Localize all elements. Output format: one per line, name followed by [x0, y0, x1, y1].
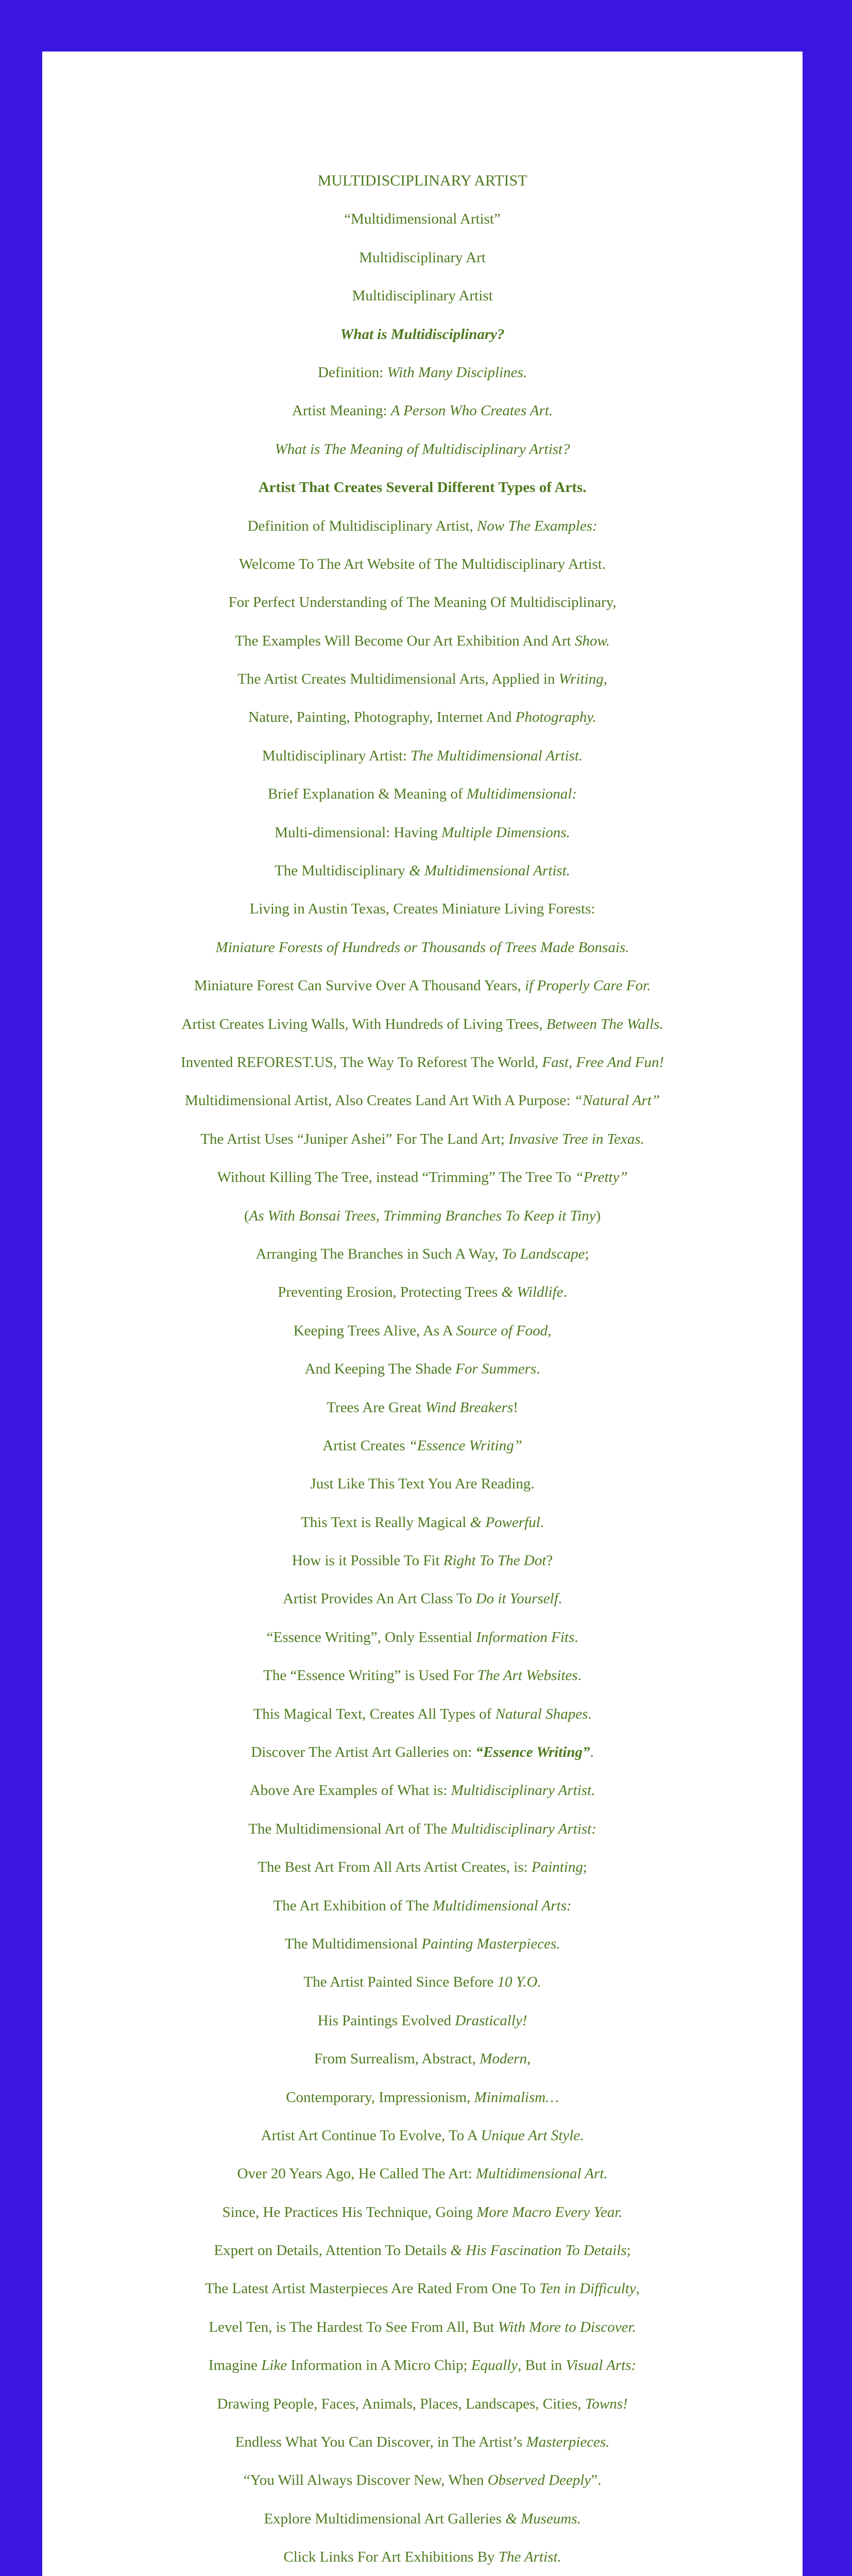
text-line: [42, 852, 803, 890]
text-line: [42, 353, 803, 392]
text-line: [42, 2538, 803, 2576]
text-segment: Multi-dimensional: Having: [275, 824, 442, 841]
text-segment: & Wildlife: [501, 1284, 564, 1301]
text-segment: The “Essence Writing” is Used For: [263, 1667, 478, 1684]
text-segment: ,: [636, 2280, 640, 2297]
text-segment: Contemporary, Impressionism,: [286, 2089, 474, 2106]
text-segment: The Multidimensional Art of The: [248, 1820, 451, 1837]
text-segment: Like: [261, 2357, 287, 2374]
text-segment: With Many Disciplines.: [387, 364, 527, 381]
text-segment: .: [558, 1590, 562, 1607]
text-line: [42, 2461, 803, 2499]
text-segment: Endless What You Can Discover, in The Artist’s: [235, 2434, 526, 2451]
text-segment: Drawing People, Faces, Animals, Places, Landscapes, Cities,: [217, 2395, 585, 2412]
text-segment: ?: [546, 1552, 553, 1569]
text-segment: Fast, Free And Fun!: [542, 1054, 664, 1071]
text-segment: Multidisciplinary Artist:: [451, 1820, 597, 1837]
text-segment: Multidimensional Arts:: [433, 1897, 572, 1914]
text-segment: “Pretty”: [575, 1169, 628, 1186]
text-segment: What is Multidisciplinary?: [340, 326, 505, 343]
text-segment: , But in: [517, 2357, 566, 2374]
text-segment: Information in A Micro Chip;: [287, 2357, 471, 2374]
text-line: [42, 2308, 803, 2346]
text-segment: Invented REFOREST.US, The Way To Reforest The World,: [180, 1054, 542, 1071]
text-line: [42, 1312, 803, 1350]
text-segment: The Multidimensional Artist.: [411, 747, 583, 764]
text-segment: Source of Food: [456, 1322, 548, 1339]
text-line: [42, 1388, 803, 1427]
text-line: [42, 2040, 803, 2078]
text-segment: ): [595, 1207, 601, 1224]
text-line: [42, 1618, 803, 1656]
text-segment: & His Fascination To Details: [450, 2242, 627, 2259]
text-line: [42, 162, 803, 200]
text-segment: Miniature Forest Can Survive Over A Thousand Years,: [194, 977, 525, 994]
document-page: [42, 52, 803, 2576]
text-line: [42, 468, 803, 506]
text-segment: Miniature Forests of Hundreds or Thousands of Trees Made Bonsais.: [215, 939, 629, 956]
text-line: [42, 1350, 803, 1388]
text-segment: Visual Arts:: [566, 2357, 637, 2374]
text-line: [42, 2231, 803, 2269]
text-segment: Brief Explanation & Meaning of: [267, 786, 467, 803]
text-line: [42, 2193, 803, 2231]
text-segment: And Keeping The Shade: [304, 1361, 456, 1378]
text-line: [42, 1120, 803, 1158]
text-segment: The Multidimensional: [284, 1935, 422, 1952]
text-segment: “You Will Always Discover New, When: [243, 2472, 488, 2489]
text-segment: & Multidimensional Artist.: [409, 862, 570, 879]
text-segment: Definition of Multidisciplinary Artist,: [247, 517, 477, 534]
text-segment: Multidisciplinary Art: [359, 249, 486, 266]
text-line: [42, 2500, 803, 2538]
text-segment: “Multidimensional Artist”: [344, 211, 501, 228]
text-segment: As With Bonsai Trees, Trimming Branches To Keep it Tiny: [249, 1207, 596, 1224]
text-line: [42, 928, 803, 967]
text-line: [42, 2002, 803, 2040]
text-segment: Equally: [471, 2357, 518, 2374]
text-line: [42, 2423, 803, 2461]
text-segment: & Museums.: [505, 2510, 581, 2527]
text-segment: !: [513, 1399, 518, 1416]
text-segment: Just Like This Text You Are Reading.: [310, 1476, 535, 1493]
text-line: [42, 1771, 803, 1809]
text-segment: “Natural Art”: [574, 1092, 660, 1109]
text-segment: Explore Multidimensional Art Galleries: [264, 2510, 506, 2527]
text-segment: The Multidisciplinary: [275, 862, 410, 879]
text-line: [42, 1503, 803, 1541]
text-segment: Towns!: [585, 2395, 628, 2412]
text-line: [42, 1848, 803, 1886]
text-segment: Multidimensional Art.: [475, 2165, 608, 2182]
text-segment: .: [588, 1705, 592, 1722]
text-segment: The Examples Will Become Our Art Exhibition And Art: [235, 632, 575, 649]
text-segment: The Artist Creates Multidimensional Arts, Applied in: [237, 671, 559, 688]
text-line: [42, 622, 803, 660]
text-segment: Since, He Practices His Technique, Going: [222, 2204, 477, 2221]
text-segment: 10 Y.O.: [497, 1974, 541, 1991]
text-segment: Artist Art Continue To Evolve, To A: [261, 2127, 481, 2144]
text-line: [42, 890, 803, 928]
text-segment: Multidisciplinary Artist: [352, 287, 493, 304]
text-line: [42, 2116, 803, 2155]
text-line: [42, 2078, 803, 2116]
text-line: [42, 239, 803, 277]
text-segment: The Best Art From All Arts Artist Creates, is:: [258, 1859, 532, 1876]
text-line: [42, 1427, 803, 1465]
text-segment: With More to Discover.: [498, 2318, 636, 2335]
text-line: [42, 1043, 803, 1081]
text-segment: “Essence Writing”: [408, 1437, 522, 1454]
text-segment: Artist That Creates Several Different Types of Arts.: [258, 479, 587, 496]
text-segment: How is it Possible To Fit: [292, 1552, 444, 1569]
text-segment: Expert on Details, Attention To Details: [214, 2242, 451, 2259]
text-segment: (: [244, 1207, 249, 1224]
text-segment: .: [563, 1284, 567, 1301]
text-segment: Writing: [558, 671, 604, 688]
text-line: [42, 545, 803, 583]
text-segment: .: [536, 1361, 540, 1378]
text-segment: Between The Walls.: [546, 1015, 663, 1032]
text-line: [42, 1695, 803, 1733]
text-segment: Multidisciplinary Artist:: [262, 747, 411, 764]
text-line: [42, 315, 803, 353]
text-segment: More Macro Every Year.: [476, 2204, 623, 2221]
text-segment: Discover The Artist Art Galleries on:: [251, 1744, 476, 1761]
text-segment: Imagine: [208, 2357, 262, 2374]
text-line: [42, 583, 803, 621]
text-line: [42, 392, 803, 430]
text-line: [42, 1810, 803, 1848]
text-segment: Painting Masterpieces.: [421, 1935, 560, 1952]
text-segment: For Perfect Understanding of The Meaning Of Multidisciplinary,: [228, 594, 617, 611]
text-segment: Multidimensional Artist, Also Creates Land Art With A Purpose:: [185, 1092, 574, 1109]
text-segment: “Essence Writing”: [475, 1744, 590, 1761]
text-segment: From Surrealism, Abstract,: [314, 2050, 480, 2067]
text-segment: Natural Shapes: [495, 1705, 588, 1722]
text-line: [42, 1197, 803, 1235]
text-segment: The Artist Uses “Juniper Ashei” For The Land Art;: [200, 1130, 509, 1147]
text-segment: .: [577, 1667, 582, 1684]
text-segment: Above Are Examples of What is:: [249, 1782, 451, 1799]
text-segment: Arranging The Branches in Such A Way,: [255, 1245, 502, 1262]
text-segment: ,: [603, 671, 607, 688]
text-line: [42, 1005, 803, 1043]
text-segment: Multiple Dimensions.: [441, 824, 570, 841]
text-segment: Living in Austin Texas, Creates Miniature Living Forests:: [249, 901, 595, 918]
text-line: [42, 2269, 803, 2308]
text-line: [42, 1925, 803, 1963]
text-segment: Without Killing The Tree, instead “Trimming” The Tree To: [217, 1169, 575, 1186]
text-segment: Multidimensional:: [466, 786, 577, 803]
text-line: [42, 1235, 803, 1273]
text-segment: Now The Examples:: [476, 517, 598, 534]
text-segment: Invasive Tree in Texas.: [508, 1130, 644, 1147]
text-line: [42, 1158, 803, 1196]
text-segment: ;: [626, 2242, 631, 2259]
text-segment: Click Links For Art Exhibitions By: [283, 2549, 499, 2566]
text-segment: & Powerful: [470, 1514, 540, 1531]
text-segment: if Properly Care For.: [524, 977, 651, 994]
text-segment: This Text is Really Magical: [301, 1514, 470, 1531]
text-line: [42, 1733, 803, 1771]
text-segment: A Person Who Creates Art.: [390, 402, 553, 419]
text-segment: Do it Yourself: [475, 1590, 558, 1607]
text-segment: Preventing Erosion, Protecting Trees: [278, 1284, 502, 1301]
text-segment: Artist Creates Living Walls, With Hundreds of Living Trees,: [181, 1015, 547, 1032]
text-line: [42, 967, 803, 1005]
text-segment: Drastically!: [455, 2012, 527, 2029]
text-segment: ;: [585, 1245, 589, 1262]
text-line: [42, 2155, 803, 2193]
text-segment: ,: [526, 2050, 531, 2067]
text-line: [42, 1887, 803, 1925]
text-segment: “Essence Writing”, Only Essential: [266, 1629, 476, 1646]
text-segment: To Landscape: [502, 1245, 585, 1262]
text-segment: Wind Breakers: [425, 1399, 514, 1416]
text-segment: This Magical Text, Creates All Types of: [253, 1705, 496, 1722]
text-segment: Observed Deeply: [487, 2472, 591, 2489]
text-line: [42, 660, 803, 698]
text-segment: .: [590, 1744, 594, 1761]
text-segment: Nature, Painting, Photography, Internet And: [248, 709, 516, 726]
text-segment: Definition:: [318, 364, 387, 381]
text-line: [42, 1963, 803, 2001]
text-line: [42, 2346, 803, 2384]
text-lines: [42, 162, 803, 2576]
text-segment: Modern: [480, 2050, 527, 2067]
text-line: [42, 507, 803, 545]
text-line: [42, 1465, 803, 1503]
text-segment: ,: [548, 1322, 552, 1339]
text-segment: For Summers: [455, 1361, 537, 1378]
text-line: [42, 277, 803, 315]
text-segment: The Artist Painted Since Before: [303, 1974, 498, 1991]
text-segment: .: [540, 1514, 544, 1531]
text-line: [42, 775, 803, 813]
text-segment: The Art Websites: [477, 1667, 578, 1684]
text-line: [42, 2385, 803, 2423]
text-segment: Multidisciplinary Artist.: [451, 1782, 595, 1799]
text-line: [42, 1656, 803, 1694]
text-segment: Welcome To The Art Website of The Multidisciplinary Artist.: [238, 555, 606, 572]
text-segment: Ten in Difficulty: [539, 2280, 636, 2297]
text-segment: Artist Provides An Art Class To: [283, 1590, 476, 1607]
text-segment: Right To The Dot: [443, 1552, 547, 1569]
text-segment: Show.: [574, 632, 610, 649]
text-segment: Level Ten, is The Hardest To See From All, But: [209, 2318, 498, 2335]
text-segment: What is The Meaning of Multidisciplinary Artist?: [275, 440, 570, 457]
text-line: [42, 430, 803, 468]
text-segment: Photography.: [515, 709, 597, 726]
text-segment: Minimalism…: [474, 2089, 559, 2106]
text-segment: ;: [583, 1859, 587, 1876]
text-segment: His Paintings Evolved: [317, 2012, 455, 2029]
text-segment: Trees Are Great: [327, 1399, 425, 1416]
text-segment: The Artist.: [498, 2549, 561, 2566]
text-segment: Artist Creates: [322, 1437, 409, 1454]
text-segment: Keeping Trees Alive, As A: [293, 1322, 456, 1339]
text-segment: Unique Art Style.: [481, 2127, 584, 2144]
text-segment: Masterpieces.: [526, 2434, 610, 2451]
text-line: [42, 200, 803, 238]
text-segment: The Latest Artist Masterpieces Are Rated From One To: [205, 2280, 540, 2297]
text-line: [42, 698, 803, 736]
text-segment: Over 20 Years Ago, He Called The Art:: [237, 2165, 476, 2182]
text-segment: MULTIDISCIPLINARY ARTIST: [317, 172, 527, 189]
text-line: [42, 1081, 803, 1120]
text-segment: Artist Meaning:: [292, 402, 391, 419]
text-line: [42, 1541, 803, 1580]
text-segment: Information Fits: [476, 1629, 575, 1646]
text-segment: ”.: [591, 2472, 602, 2489]
text-line: [42, 1273, 803, 1311]
text-segment: .: [574, 1629, 578, 1646]
text-segment: The Art Exhibition of The: [273, 1897, 433, 1914]
text-segment: Painting: [531, 1859, 583, 1876]
text-line: [42, 814, 803, 852]
text-line: [42, 737, 803, 775]
text-line: [42, 1580, 803, 1618]
